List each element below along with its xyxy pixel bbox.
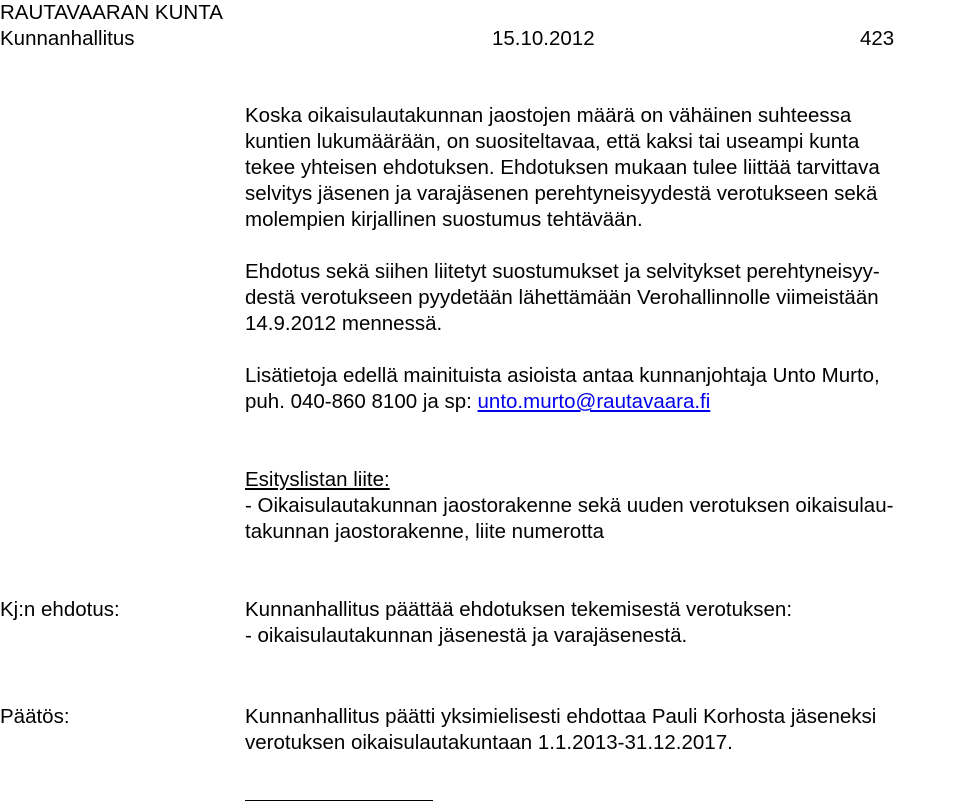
organization-name: RAUTAVAARAN KUNTA <box>0 1 223 24</box>
paragraph-2-line: 14.9.2012 mennessä. <box>245 312 443 335</box>
signature-line <box>245 800 433 801</box>
paragraph-1-line: Koska oikaisulautakunnan jaostojen määrä on vähäinen suhteessa <box>245 104 852 127</box>
proposal-text <box>245 597 960 649</box>
decision-text <box>245 704 960 756</box>
proposal-label: Kj:n ehdotus: <box>0 598 120 621</box>
paragraph-3 <box>245 363 960 415</box>
decision-line: verotuksen oikaisulautakuntaan 1.1.2013-31.12.2017. <box>245 731 733 754</box>
proposal-line: Kunnanhallitus päättää ehdotuksen tekemisestä verotuksen: <box>245 598 793 621</box>
attachment-line: takunnan jaostorakenne, liite numerotta <box>245 520 604 543</box>
decision-label: Päätös: <box>0 705 70 728</box>
paragraph-1-line: tekee yhteisen ehdotuksen. Ehdotuksen mukaan tulee liittää tarvittava <box>245 156 880 179</box>
attachment-section <box>245 467 960 545</box>
paragraph-2-line: destä verotukseen pyydetään lähettämään Verohallinnolle viimeistään <box>245 286 879 309</box>
paragraph-1 <box>245 103 960 233</box>
phone-text: puh. 040-860 8100 ja sp: <box>245 390 478 413</box>
paragraph-1-line: molempien kirjallinen suostumus tehtävään. <box>245 208 643 231</box>
meeting-body: Kunnanhallitus <box>0 27 135 50</box>
paragraph-3-line-contact <box>245 389 960 415</box>
page-number: 423 <box>860 27 895 50</box>
paragraph-1-line: selvitys jäsenen ja varajäsenen perehtyneisyydestä verotukseen sekä <box>245 182 878 205</box>
meeting-date: 15.10.2012 <box>492 27 595 50</box>
attachment-heading: Esityslistan liite: <box>245 468 390 491</box>
paragraph-3-line: Lisätietoja edellä mainituista asioista antaa kunnanjohtaja Unto Murto, <box>245 364 880 387</box>
proposal-line: - oikaisulautakunnan jäsenestä ja varajäsenestä. <box>245 624 688 647</box>
paragraph-1-line: kuntien lukumäärään, on suositeltavaa, että kaksi tai useampi kunta <box>245 130 860 153</box>
email-link[interactable]: unto.murto@rautavaara.fi <box>477 390 711 413</box>
paragraph-2 <box>245 259 960 337</box>
decision-line: Kunnanhallitus päätti yksimielisesti ehdottaa Pauli Korhosta jäseneksi <box>245 705 877 728</box>
paragraph-2-line: Ehdotus sekä siihen liitetyt suostumukset ja selvitykset perehtyneisyy- <box>245 260 880 283</box>
attachment-line: - Oikaisulautakunnan jaostorakenne sekä uuden verotuksen oikaisulau- <box>245 494 894 517</box>
